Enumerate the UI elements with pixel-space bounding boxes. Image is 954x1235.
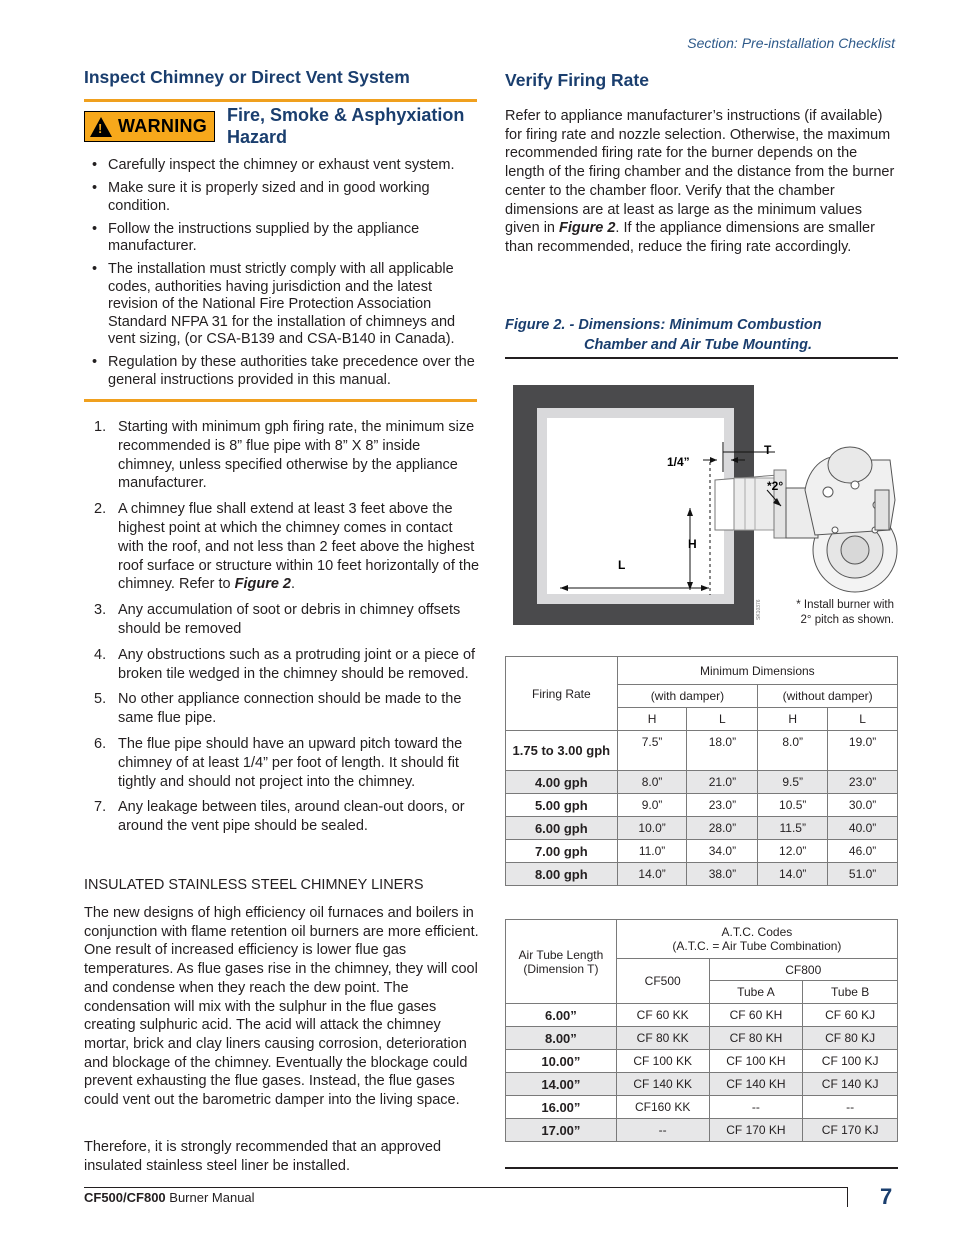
tube-b-header: Tube B <box>803 981 898 1004</box>
step-item: 6. The flue pipe should have an upward pitch toward the chimney of at least 1/4” per foot of length. It should fit tightly and should not project into the chimney. <box>94 735 463 790</box>
min-dims-header: Minimum Dimensions <box>617 657 897 685</box>
figure-ref: Figure 2 <box>234 576 291 593</box>
air-tube-length-header: Air Tube Length (Dimension T) <box>506 920 617 1004</box>
without-damper-header: (without damper) <box>758 685 898 708</box>
label-t: T <box>764 443 772 457</box>
col-l: L <box>828 708 898 731</box>
step-item: 3. Any accumulation of soot or debris in chimney offsets should be removed <box>94 602 461 637</box>
step-item: 5. No other appliance connection should be made to the same flue pipe. <box>94 691 462 727</box>
warning-bottom-rule <box>84 399 477 402</box>
liners-paragraph: The new designs of high efficiency oil furnaces and boilers in conjunction with flame retention oil burners are more efficient. One result of increased efficiency is lower flue gas temperatures. As flue gases rise in the chimney, they will cool and condense when they reach the dew point. The condensation will mix with the sulphur in the flue gases creating sulphuric acid. The acid will attack the chimney mortar, brick and clay liners causing corrosion, deterioration and blockage of the chimney. Eventually the blockage could prevent exhausting the flue gases. Instead, the flue gases could vent out the barometric damper into the living space. <box>84 905 479 1109</box>
table-row: 1.75 to 3.00 gph 7.5” 18.0” 8.0” 19.0” <box>506 731 898 771</box>
table-row: 10.00” CF 100 KK CF 100 KH CF 100 KJ <box>506 1050 898 1073</box>
chamber-diagram <box>505 380 898 630</box>
table-row: 8.00” CF 80 KK CF 80 KH CF 80 KJ <box>506 1027 898 1050</box>
footer-divider <box>847 1187 848 1207</box>
warning-badge-label: WARNING <box>118 116 208 136</box>
table-row: 17.00” -- CF 170 KH CF 170 KJ <box>506 1119 898 1142</box>
table-row: 16.00” CF160 KK -- -- <box>506 1096 898 1119</box>
table-row: 6.00 gph 10.0” 28.0” 11.5” 40.0” <box>506 817 898 840</box>
warning-badge <box>84 111 215 142</box>
page-number: 7 <box>880 1184 893 1209</box>
with-damper-header: (with damper) <box>617 685 758 708</box>
tube-a-header: Tube A <box>709 981 803 1004</box>
label-quarter-inch: 1/4” <box>667 455 690 469</box>
cf500-header: CF500 <box>616 959 709 1004</box>
figure-caption: Figure 2. - Dimensions: Minimum Combustion Chamber and Air Tube Mounting. <box>505 317 822 353</box>
table-row: 6.00” CF 60 KK CF 60 KH CF 60 KJ <box>506 1004 898 1027</box>
warning-bullets <box>90 157 480 395</box>
min-dimensions-table <box>505 656 898 886</box>
step-item: 4. Any obstructions such as a protruding joint or a piece of broken tile wedged in the chimney should be removed. <box>94 646 476 682</box>
atc-codes-table <box>505 919 898 1142</box>
liners-heading: INSULATED STAINLESS STEEL CHIMNEY LINERS <box>84 877 424 893</box>
table-row: 7.00 gph 11.0” 34.0” 12.0” 46.0” <box>506 840 898 863</box>
label-h: H <box>688 537 697 551</box>
warning-icon: ! <box>90 117 112 137</box>
step-item: 1. Starting with minimum gph firing rate, the minimum size recommended is 8” flue pipe with 8” X 8” inside chimney, unless specified otherwise by the appliance manufacturer. <box>94 419 475 492</box>
step-item: 7. Any leakage between tiles, around clean-out doors, or around the vent pipe should be sealed. <box>94 799 465 835</box>
label-pitch: *2° <box>767 479 784 493</box>
hazard-title: Fire, Smoke & Asphyxiation Hazard <box>227 105 465 147</box>
table-row: 14.00” CF 140 KK CF 140 KH CF 140 KJ <box>506 1073 898 1096</box>
warning-top-rule <box>84 99 477 102</box>
firing-rate-heading: Verify Firing Rate <box>505 70 649 90</box>
section-label: Section: Pre-installation Checklist <box>687 35 895 51</box>
firing-rate-intro: Refer to appliance manufacturer’s instructions (if available) for firing rate and nozzle selection. Otherwise, the maximum recommended firing rate for the burner depends on the length of the firing chamber and the distance from the burner center to the chamber floor. Verify that the chamber dimensions are at least as large as the minimum values given in Figure 2. If the appliance dimensions are smaller than recommended, reduce the firing rate accordingly. <box>505 108 895 255</box>
atc-codes-header: A.T.C. Codes (A.T.C. = Air Tube Combination) <box>616 920 897 959</box>
figure-rule <box>505 357 898 359</box>
chimney-heading: Inspect Chimney or Direct Vent System <box>84 67 410 87</box>
step-item: 2. A chimney flue shall extend at least 3 feet above the highest point at which the chimney comes in contact with the roof, and not less than 2 feet above the highest roof surface or structure within 10 feet horizontally of the chimney. Refer to Figure 2. <box>94 501 480 593</box>
right-column-end-rule <box>505 1167 898 1169</box>
bullet-item: • Follow the instructions supplied by the appliance manufacturer. <box>90 221 480 256</box>
bullet-item: • The installation must strictly comply with all applicable codes, authorities having jurisdiction and the latest revision of the National Fire Protection Association Standard NFPA 31 for the installation of chimneys and vent sizing, (or CSA-B139 and CSA-B140 in Canada). <box>90 261 480 349</box>
diagram-note: * Install burner with 2° pitch as shown. <box>796 599 894 626</box>
footer-rule <box>84 1187 847 1188</box>
bullet-item: • Carefully inspect the chimney or exhaust vent system. <box>90 157 480 175</box>
col-h: H <box>617 708 687 731</box>
bullet-item: • Regulation by these authorities take precedence over the general instructions provided in this manual. <box>90 354 480 389</box>
diagram-code: SK10376 <box>756 599 762 620</box>
burner-housing <box>786 447 897 592</box>
chimney-steps <box>90 418 480 843</box>
cf800-header: CF800 <box>709 959 897 981</box>
table-row: 5.00 gph 9.0” 23.0” 10.5” 30.0” <box>506 794 898 817</box>
col-h: H <box>758 708 828 731</box>
table-row: 4.00 gph 8.0” 21.0” 9.5” 23.0” <box>506 771 898 794</box>
firing-rate-header: Firing Rate <box>506 657 618 731</box>
liners-recommendation: Therefore, it is strongly recommended that an approved insulated stainless steel liner be installed. <box>84 1139 442 1174</box>
figure-ref: Figure 2 <box>559 220 616 237</box>
table-row: 8.00 gph 14.0” 38.0” 14.0” 51.0” <box>506 863 898 886</box>
footer-title: CF500/CF800 Burner Manual <box>84 1190 255 1205</box>
label-l: L <box>618 558 626 572</box>
bullet-item: • Make sure it is properly sized and in good working condition. <box>90 180 480 215</box>
col-l: L <box>687 708 758 731</box>
chamber-inner <box>547 418 724 594</box>
